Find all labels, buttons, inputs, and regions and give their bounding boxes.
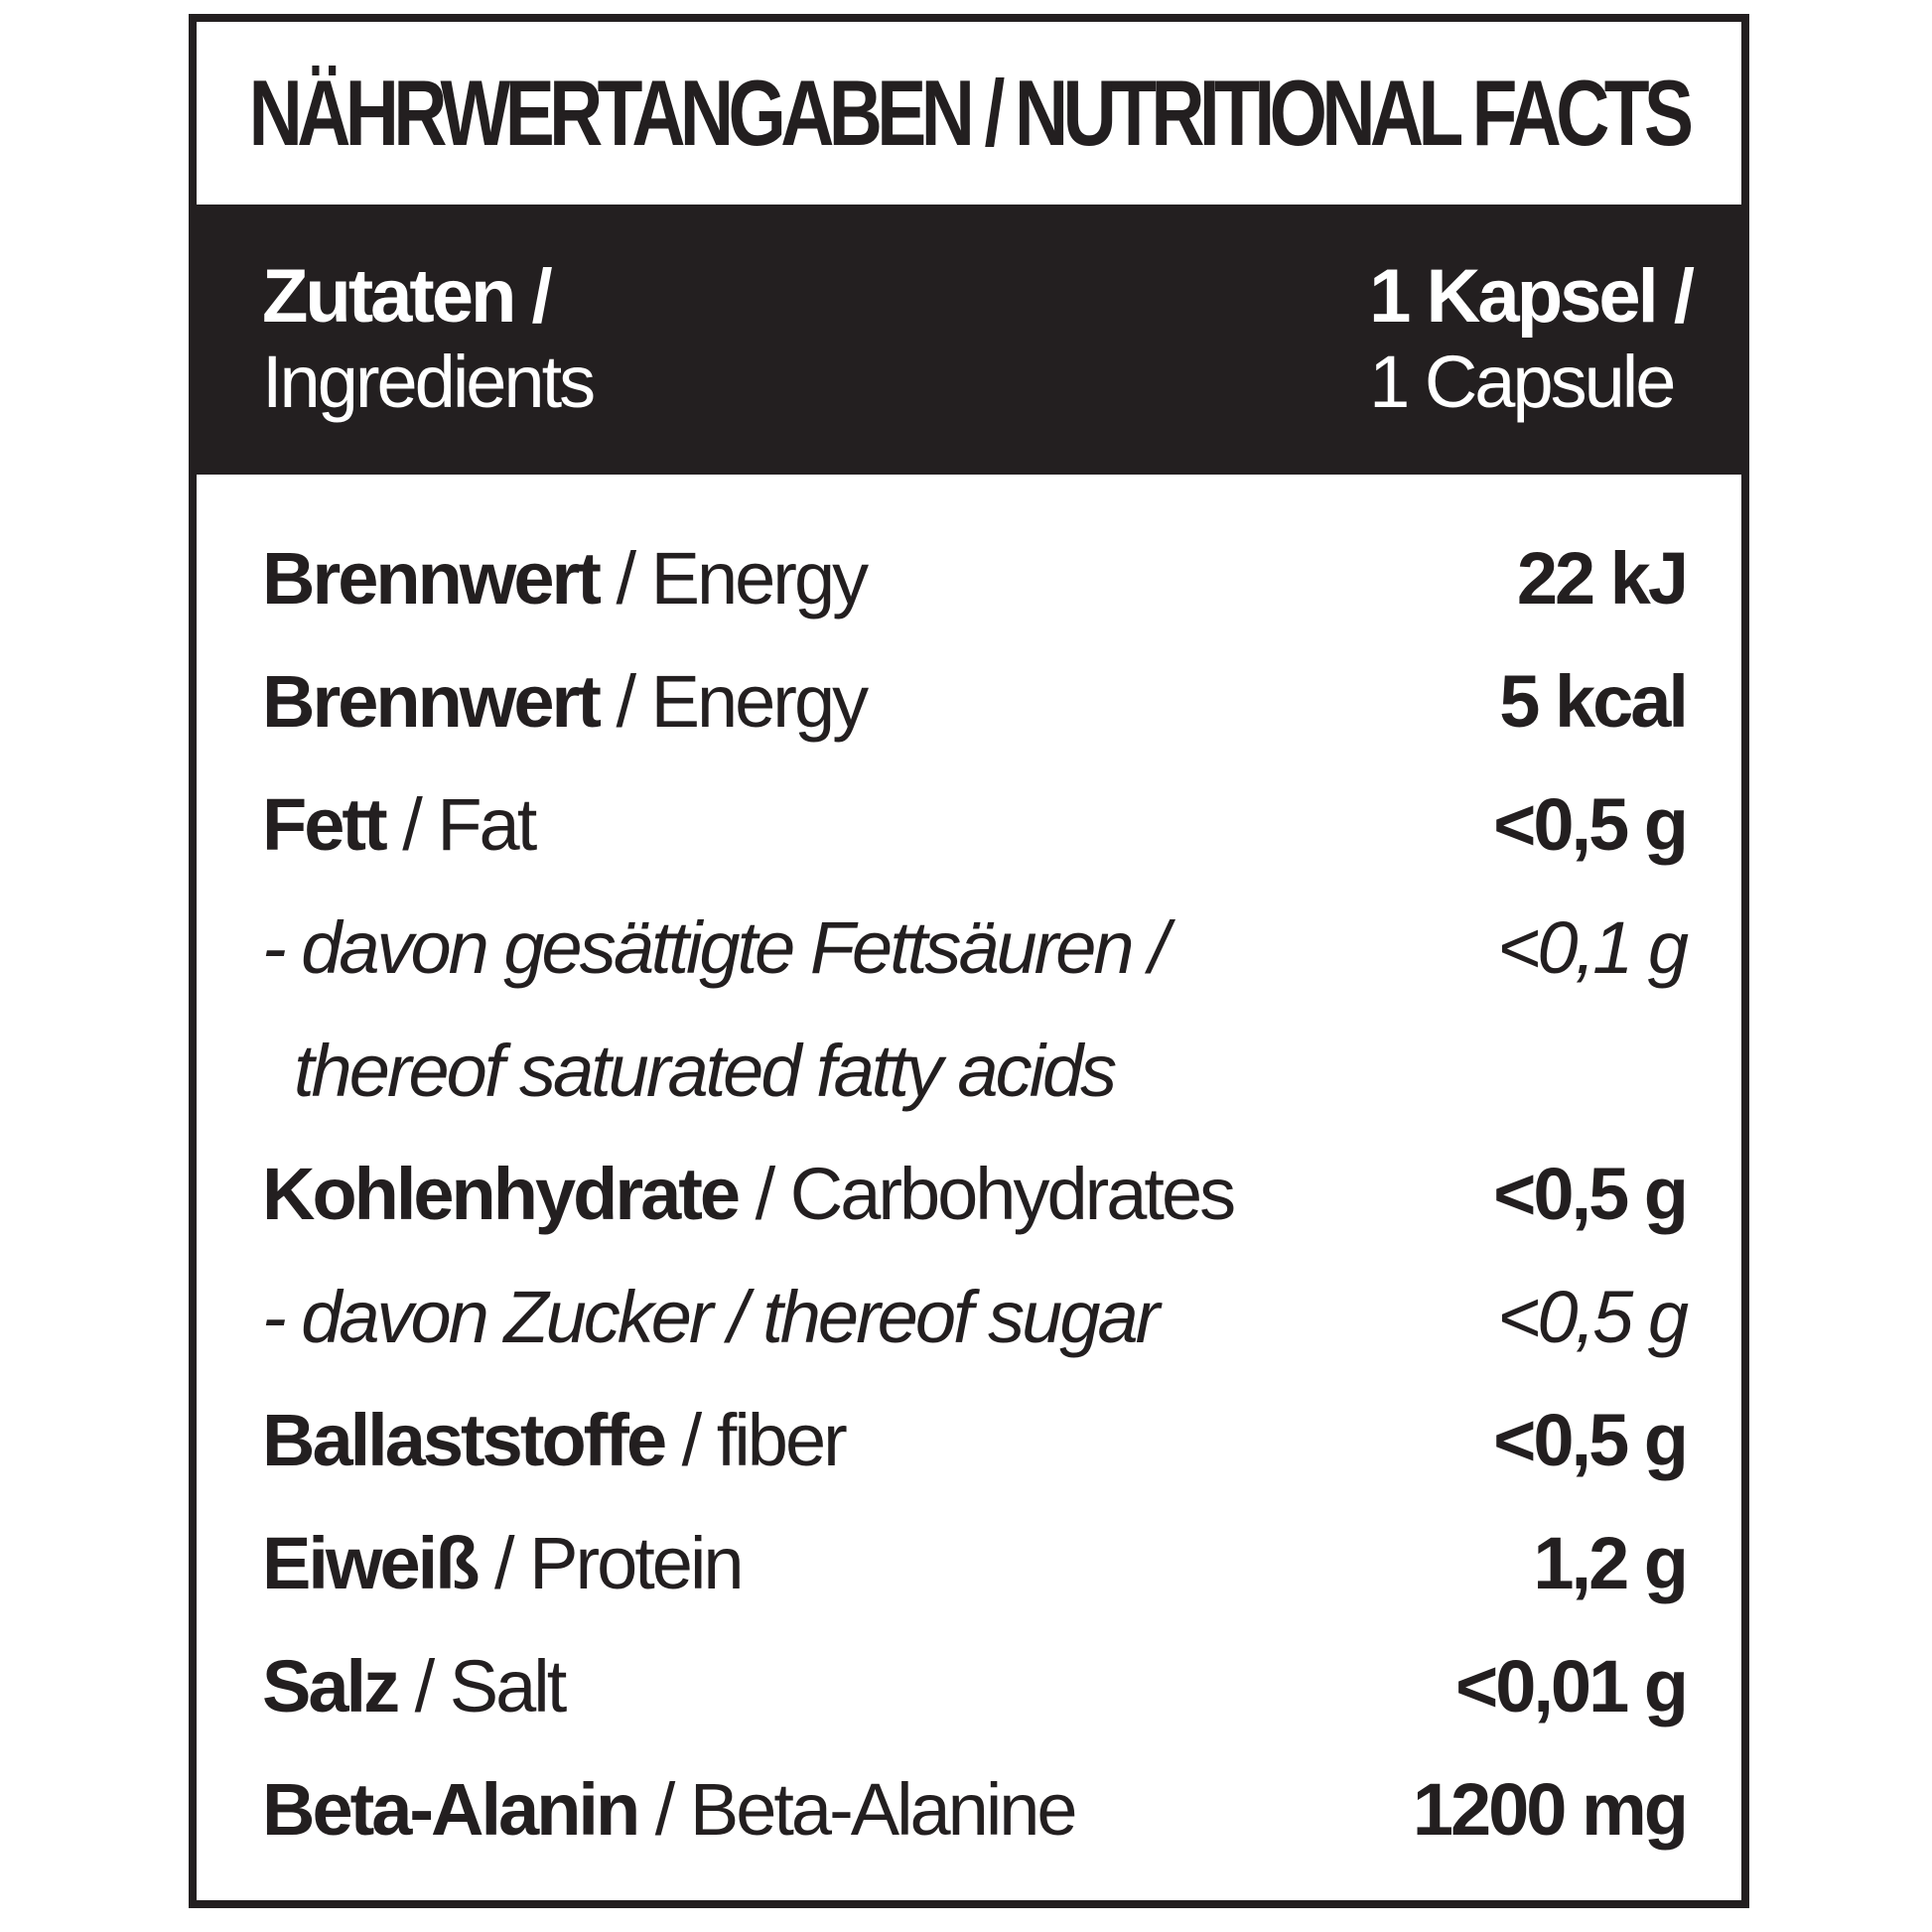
nutrient-value: <0,5 g xyxy=(1497,1275,1686,1358)
nutrient-value: 1200 mg xyxy=(1412,1767,1686,1851)
nutrient-row-saturated-fat xyxy=(262,886,1686,1009)
nutrient-label xyxy=(262,1644,564,1728)
nutrient-name-en: / fiber xyxy=(664,1398,845,1481)
nutrient-sub-label-continuation: thereof saturated fatty acids xyxy=(294,1029,1115,1112)
nutrient-row-sugar xyxy=(262,1255,1686,1378)
nutrient-label xyxy=(262,1521,742,1605)
nutrient-name-de: Ballaststoffe xyxy=(262,1398,665,1481)
nutrient-row-energy-kj xyxy=(262,516,1686,639)
nutrient-row-fiber xyxy=(262,1378,1686,1501)
nutrient-value: <0,01 g xyxy=(1454,1644,1686,1727)
nutrient-value: <0,1 g xyxy=(1497,905,1686,989)
nutrient-name-de: Salz xyxy=(262,1644,398,1727)
nutrient-row-beta-alanine xyxy=(262,1747,1686,1870)
nutrient-name-de: Beta-Alanin xyxy=(262,1767,638,1851)
nutrient-value: <0,5 g xyxy=(1493,1398,1686,1481)
nutrient-name-en: / Energy xyxy=(598,659,867,743)
nutrient-label xyxy=(262,1767,1075,1852)
table-title: NÄHRWERTANGABEN / NUTRITIONAL FACTS xyxy=(248,61,1689,165)
nutrient-name-en: / Carbohydrates xyxy=(738,1152,1234,1235)
nutrient-label xyxy=(262,659,866,744)
table-header xyxy=(197,205,1741,475)
nutrient-row-saturated-fat-continuation xyxy=(262,1009,1686,1132)
nutrient-label xyxy=(262,782,534,867)
nutrient-name-en: / Fat xyxy=(384,782,535,866)
nutrient-row-carbohydrates xyxy=(262,1132,1686,1255)
nutrient-label xyxy=(262,1152,1233,1236)
header-ingredients-de: Zutaten / xyxy=(262,254,550,339)
nutrient-name-de: Eiweiß xyxy=(262,1521,478,1604)
nutrient-row-salt xyxy=(262,1624,1686,1747)
nutrient-name-en: / Beta-Alanine xyxy=(637,1767,1075,1851)
nutrient-sub-label: - davon Zucker / thereof sugar xyxy=(262,1275,1158,1358)
nutrient-value: <0,5 g xyxy=(1493,782,1686,866)
nutrient-value: 22 kJ xyxy=(1516,536,1686,620)
header-serving-en: 1 Capsule xyxy=(1369,341,1674,423)
header-ingredients-en: Ingredients xyxy=(262,341,594,423)
nutrient-value: <0,5 g xyxy=(1493,1152,1686,1235)
nutrient-value: 1,2 g xyxy=(1533,1521,1686,1604)
nutrient-row-fat xyxy=(262,762,1686,886)
nutrient-name-en: / Protein xyxy=(477,1521,742,1604)
nutrient-rows xyxy=(262,516,1686,1870)
nutrient-name-de: Brennwert xyxy=(262,536,599,620)
nutrient-value: 5 kcal xyxy=(1499,659,1686,743)
nutrient-name-de: Kohlenhydrate xyxy=(262,1152,739,1235)
nutrient-row-energy-kcal xyxy=(262,639,1686,762)
nutrient-name-en: / Salt xyxy=(397,1644,565,1727)
nutrient-name-de: Brennwert xyxy=(262,659,599,743)
nutrient-row-protein xyxy=(262,1501,1686,1624)
nutrient-label xyxy=(262,1398,845,1482)
nutrient-label xyxy=(262,536,866,621)
nutrient-name-en: / Energy xyxy=(598,536,867,620)
header-ingredients xyxy=(262,254,593,425)
nutrient-sub-label: - davon gesättigte Fettsäuren / xyxy=(262,905,1167,989)
header-serving-de: 1 Kapsel / xyxy=(1369,254,1692,339)
header-serving xyxy=(1369,254,1692,425)
nutrient-name-de: Fett xyxy=(262,782,385,866)
nutrition-facts-panel xyxy=(189,14,1749,1908)
